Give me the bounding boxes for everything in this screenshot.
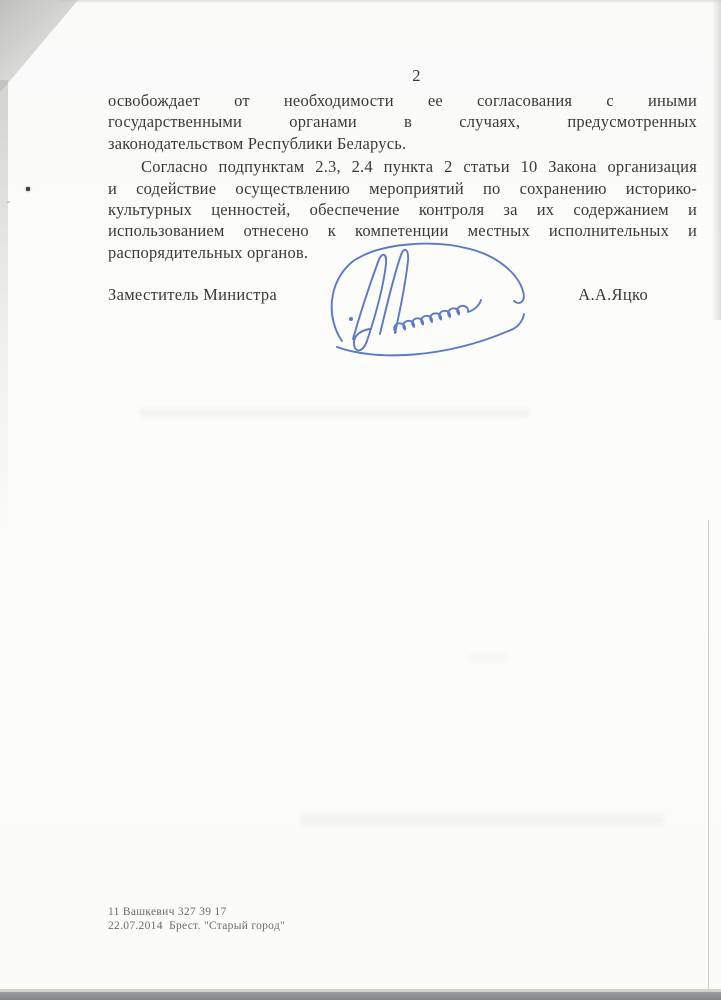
bleed-through-smudge (300, 815, 665, 825)
footer-reference (108, 906, 285, 933)
scan-edge-top (60, 0, 721, 3)
body-line: и содействие осуществлению мероприятий по сохранению историко- (108, 178, 697, 198)
footer-date-line: 22.07.2014 Брест. "Старый город" (108, 919, 286, 932)
body-line: государственными органами в случаях, предусмотренных (108, 112, 697, 132)
handwritten-signature-icon (320, 242, 535, 372)
scan-edge-left (0, 80, 8, 540)
scan-line-artifact (708, 520, 709, 992)
body-line: освобождает от необходимости ее согласования с иными (108, 91, 697, 110)
bleed-through-smudge (468, 655, 508, 661)
body-line: законодательством Республики Беларусь. (108, 133, 407, 153)
body-line: Согласно подпунктам 2.3, 2.4 пункта 2 статьи 10 Закона организация (141, 157, 697, 177)
body-line: культурных ценностей, обеспечение контроля за их содержанием и (108, 200, 697, 220)
page-number: 2 (412, 66, 421, 85)
body-line: использованием отнесено к компетенции местных исполнительных и (108, 221, 697, 241)
body-line: распорядительных органов. (108, 242, 309, 262)
ink-speck-faint (7, 201, 10, 203)
scanner-background-strip (0, 992, 721, 1000)
signatory-title: Заместитель Министра (108, 285, 278, 304)
paragraph-1 (108, 90, 697, 154)
bleed-through-smudge (140, 408, 530, 417)
document-body (108, 66, 697, 263)
ink-speck (26, 187, 30, 191)
signatory-name: А.А.Яцко (578, 285, 648, 304)
footer-ref-line: 11 Вашкевич 327 39 17 (108, 906, 227, 918)
scan-edge-right (712, 0, 721, 320)
